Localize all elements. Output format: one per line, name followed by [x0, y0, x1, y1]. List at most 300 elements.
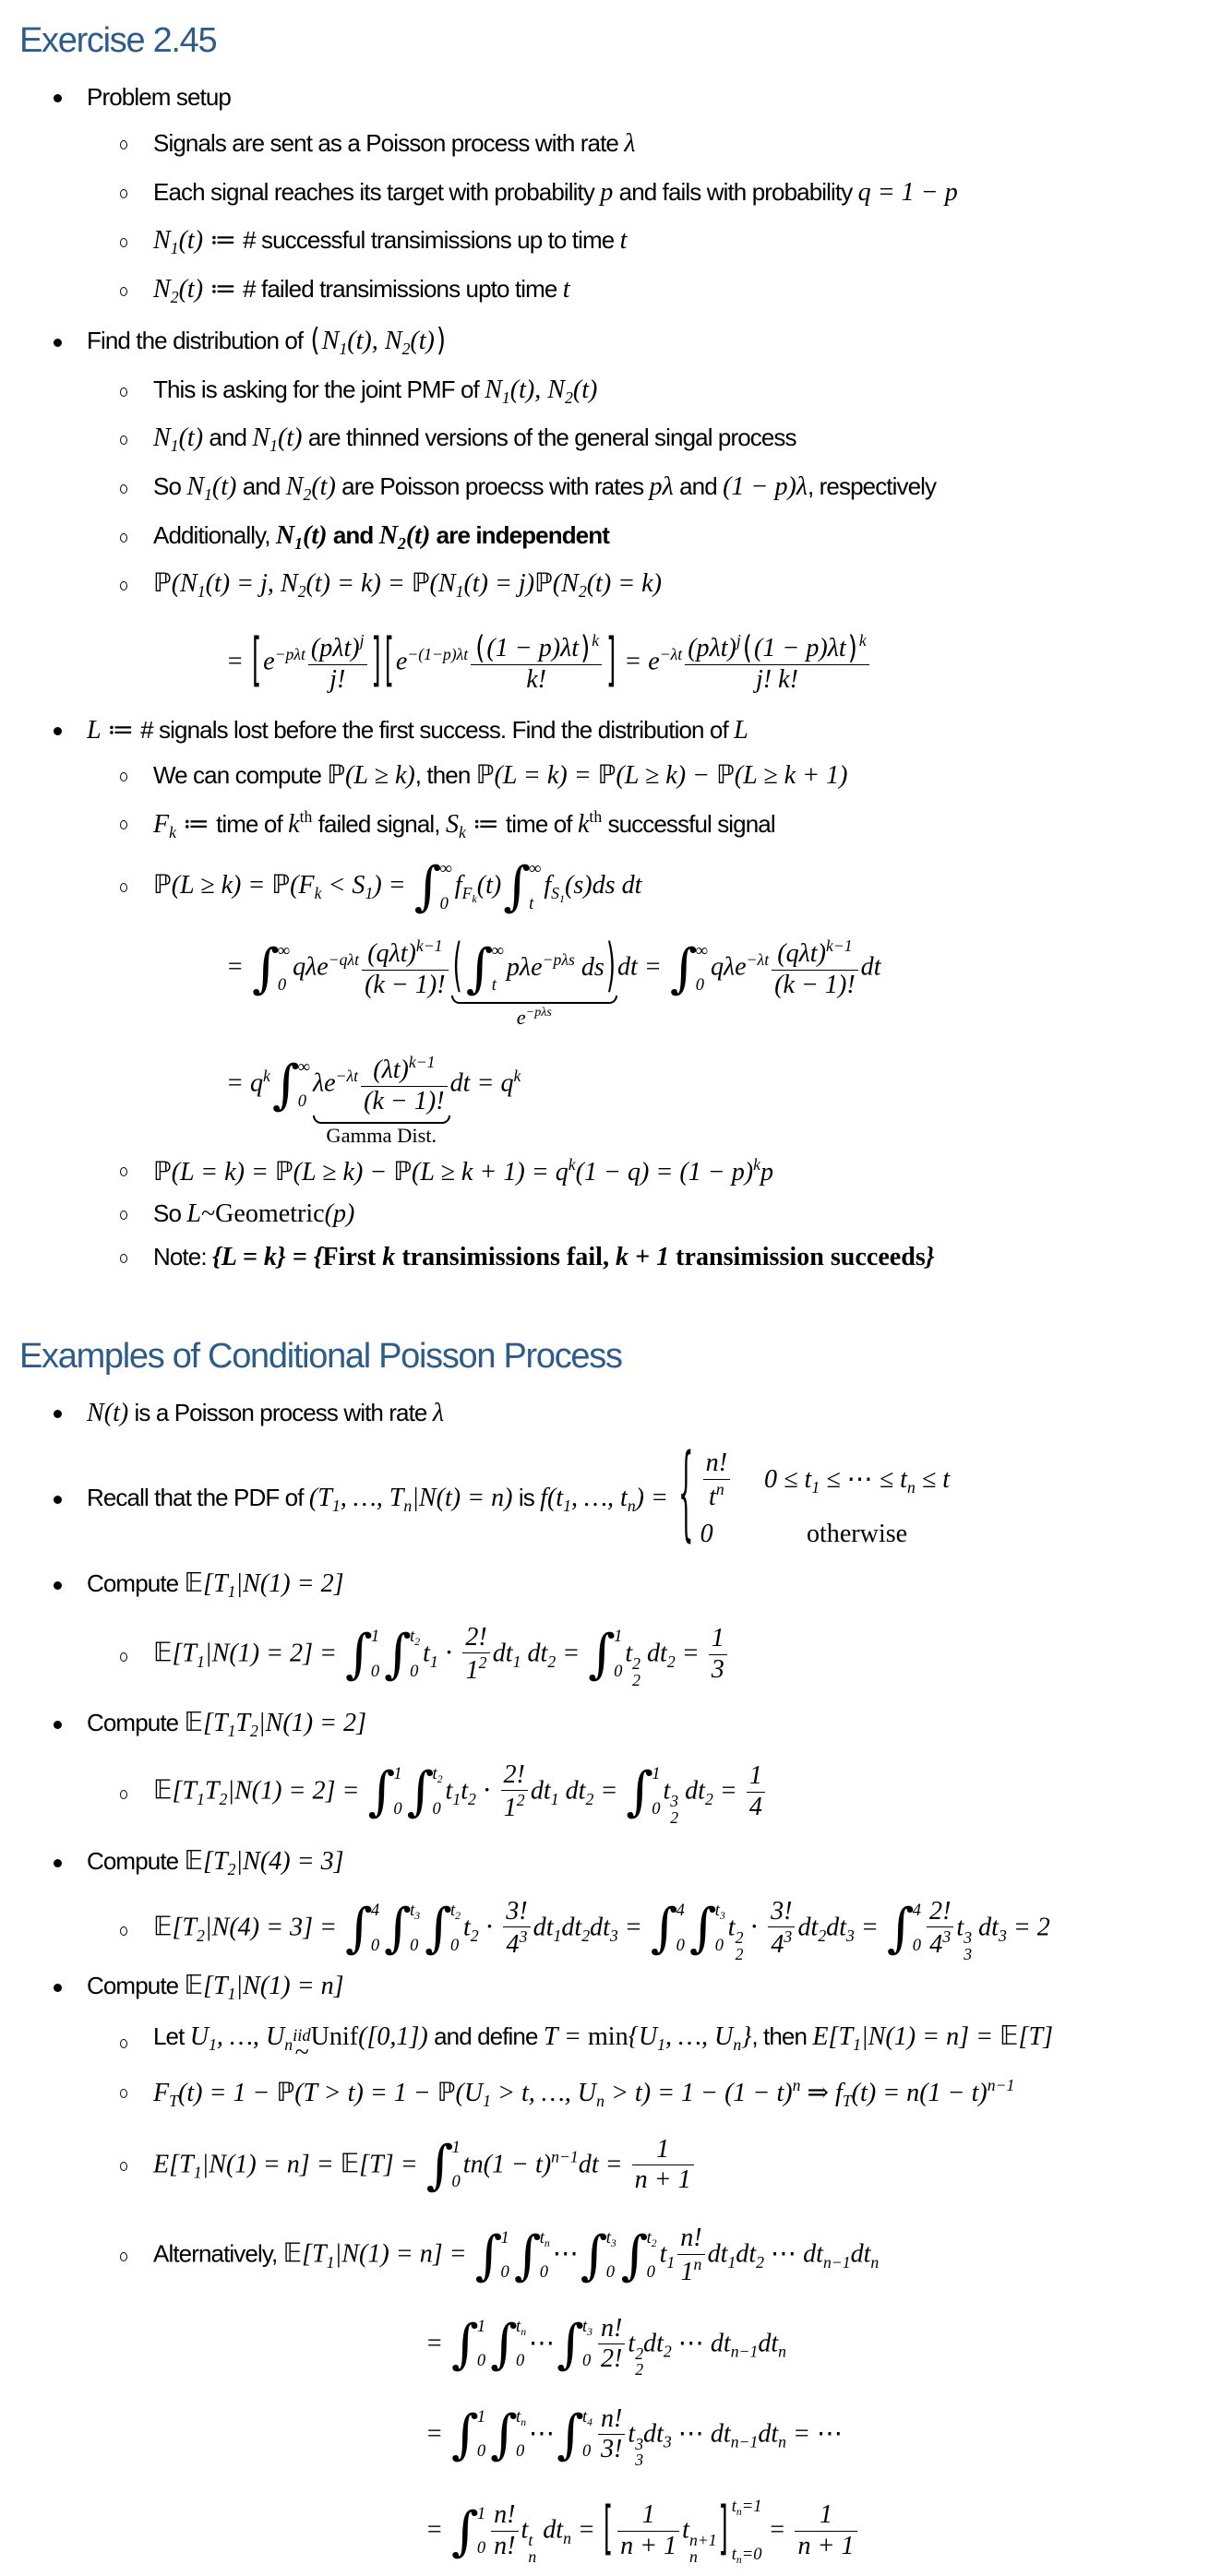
text-run: Recall that the PDF of	[87, 1483, 309, 1511]
upper-limit	[676, 1902, 685, 1920]
lower-limit	[477, 2353, 485, 2370]
math-text: (t) ≔	[178, 225, 244, 255]
math-text: 𝔼[T	[282, 2239, 327, 2269]
fraction	[598, 2405, 625, 2465]
math-text: 1	[748, 1760, 762, 1790]
subscript	[657, 2035, 665, 2054]
sub-bullet-item	[153, 521, 609, 554]
subscript	[197, 1926, 205, 1944]
text-run: Problem setup	[87, 83, 231, 111]
math-text: t	[423, 1639, 430, 1668]
math-text: n−1	[730, 2341, 759, 2360]
sub-bullet-icon	[120, 2252, 127, 2261]
superscript	[520, 1927, 528, 1946]
sub-bullet-icon	[120, 238, 127, 247]
math-text: 0	[676, 1935, 685, 1955]
math-text: 0	[476, 2441, 486, 2462]
denominator	[927, 1926, 953, 1960]
integral-sign-icon: ∫	[406, 1761, 434, 1823]
math-text: (t)	[303, 520, 328, 550]
math-text: ) =	[635, 1483, 675, 1512]
numerator	[598, 2405, 625, 2435]
fraction	[491, 2501, 518, 2561]
sub-bullet-item	[153, 129, 635, 159]
text-run: time of	[505, 809, 578, 838]
math-text: t	[529, 893, 534, 913]
integral	[688, 1898, 725, 1960]
lower-limit	[540, 2264, 550, 2282]
math-text: 2	[756, 2252, 764, 2272]
integral-limits	[440, 859, 452, 914]
subscript	[823, 2253, 851, 2272]
subscript	[332, 1497, 341, 1515]
math-text: t	[521, 2515, 529, 2545]
integral-limits	[477, 2407, 485, 2463]
math-text: ⋯	[529, 2418, 556, 2448]
math-text: 1	[339, 339, 348, 358]
delimiter: )	[847, 630, 857, 667]
sup-sub-stack	[528, 2533, 536, 2565]
lower-limit	[501, 2264, 509, 2282]
math-text: 0	[714, 1935, 724, 1955]
math-text: −qλt	[328, 949, 360, 969]
math-text: dt	[561, 1913, 582, 1942]
math-text: 1	[393, 1764, 402, 1784]
math-text: (p)	[324, 1199, 355, 1228]
math-text: f	[454, 870, 462, 900]
math-text: = ⋯	[786, 2418, 844, 2448]
math-text: t	[516, 2406, 521, 2427]
math-text: (t) ≔	[178, 274, 244, 304]
superscript	[300, 807, 313, 826]
subscript	[870, 2253, 879, 2272]
math-text: n!	[601, 2403, 623, 2433]
upper-limit	[646, 2227, 657, 2249]
integral-sign-icon: ∫	[345, 1898, 372, 1960]
subscript	[194, 2163, 202, 2181]
denominator	[308, 664, 367, 695]
text-run: , then	[751, 2021, 813, 2050]
upper-limit	[652, 1766, 660, 1783]
bullet-icon	[54, 1496, 62, 1504]
subscript	[596, 2092, 604, 2110]
numerator	[685, 630, 869, 667]
integral-sign-icon: ∫	[557, 2313, 584, 2375]
math-text: N	[485, 375, 502, 404]
math-text: 4	[370, 1901, 380, 1921]
math-text: λe	[312, 1068, 336, 1098]
superscript	[589, 807, 602, 826]
math-text: t	[956, 1913, 964, 1942]
sub-bullet-icon	[120, 820, 127, 829]
math-text: ⋯	[552, 2239, 579, 2269]
math-text: 1	[666, 2252, 676, 2272]
math-text: 3	[609, 1926, 618, 1945]
math-text: (t) = j)ℙ(N	[463, 568, 579, 598]
math-text: (t), N	[347, 326, 402, 355]
text-run: are Poisson proecss with rates	[335, 471, 650, 500]
math-text: 1	[170, 435, 179, 455]
math-text: |N(1) = n]	[235, 1971, 344, 2000]
math-text: 0	[582, 2441, 592, 2462]
integral-limits	[582, 2407, 593, 2463]
math-text: dt	[678, 1776, 705, 1806]
math-text: (1 − p)λt	[486, 633, 580, 662]
equation-continuation	[226, 627, 872, 695]
lower-limit	[393, 1798, 402, 1819]
sub-bullet-item	[153, 761, 848, 791]
numerator	[365, 937, 445, 970]
superscript	[407, 645, 468, 663]
delimiter: ]	[371, 627, 381, 695]
integral	[474, 2224, 509, 2286]
text-run: So	[153, 1199, 187, 1227]
math-text: (qλt)	[777, 938, 826, 968]
integral-sign-icon: ∫	[384, 1898, 412, 1960]
upper-limit	[732, 2497, 762, 2519]
delimiter: (	[475, 630, 485, 667]
math-text: 1	[501, 388, 510, 407]
sub-bullet-icon	[120, 1254, 127, 1263]
text-run: Compute	[87, 1846, 185, 1875]
integral-sign-icon: ∫	[271, 1054, 299, 1115]
math-text: n−1	[987, 2075, 1015, 2094]
math-text: (t), N	[509, 375, 566, 404]
math-text: t	[562, 274, 570, 304]
integral	[425, 2134, 461, 2196]
subscript	[611, 2237, 616, 2249]
superscript	[409, 1053, 436, 1071]
lower-limit	[298, 1093, 310, 1111]
superscript	[275, 645, 305, 663]
subscript	[197, 1789, 205, 1807]
integral-limits	[529, 859, 541, 914]
math-text: 1	[227, 1984, 236, 2003]
sub-bullet-item	[153, 2076, 1014, 2110]
math-text: 3!	[601, 2435, 623, 2464]
sup-sub-stack	[964, 1930, 972, 1962]
math-text: (t)	[278, 423, 303, 452]
upper-limit	[410, 1628, 420, 1648]
sub-bullet-icon	[120, 533, 127, 543]
superscript	[942, 1927, 951, 1946]
superscript	[336, 1067, 359, 1085]
numerator	[503, 1898, 530, 1927]
math-text: 2!	[503, 1759, 525, 1789]
math-text: 1	[197, 581, 206, 601]
math-text: =	[617, 1913, 649, 1942]
sub-bullet-icon	[120, 484, 127, 494]
math-text: ⋯ dt	[671, 2328, 731, 2357]
math-text: n	[906, 1477, 916, 1497]
sub-bullet-icon	[120, 1652, 127, 1662]
subscript	[528, 2549, 536, 2566]
subscript	[563, 2529, 571, 2547]
math-text: 1	[465, 1656, 479, 1686]
subscript	[483, 2092, 491, 2110]
math-text: 1	[269, 435, 278, 455]
lower-limit	[582, 2353, 593, 2370]
text-run: and	[236, 471, 286, 500]
integral	[345, 1898, 380, 1960]
integral-limits	[614, 1627, 622, 1682]
math-text: n−1	[730, 2431, 759, 2451]
lower-limit	[516, 2443, 526, 2461]
integral	[669, 937, 708, 999]
math-text: 0	[700, 1519, 713, 1548]
integral	[465, 937, 504, 999]
subscript	[461, 884, 477, 906]
superscript	[592, 631, 599, 650]
superscript	[479, 1653, 487, 1672]
sub-bullet-icon	[120, 1790, 127, 1799]
text-run: We can compute	[153, 761, 328, 789]
subscript	[843, 2092, 852, 2110]
sub-bullet-item	[153, 1243, 935, 1272]
sub-bullet-item	[153, 1155, 773, 1187]
integral	[384, 1624, 421, 1686]
math-text: t	[582, 2316, 588, 2336]
integral-limits	[501, 2228, 509, 2284]
math-text: T	[235, 1708, 251, 1737]
text-run: # signals lost before the first success. Find the distribution of	[140, 716, 735, 744]
subscript	[587, 2326, 593, 2338]
math-text: dt	[758, 2418, 779, 2448]
superscript	[416, 936, 443, 955]
upper-limit	[393, 1766, 401, 1783]
subscript	[667, 1652, 676, 1670]
math-text: =	[593, 1776, 625, 1806]
bullet-icon	[54, 1859, 62, 1867]
lower-limit	[582, 2443, 593, 2461]
math-text: 0	[277, 975, 287, 996]
equation-continuation	[425, 2315, 786, 2379]
math-text: 1	[550, 1789, 559, 1808]
math-text: k	[382, 1243, 396, 1271]
math-text: n	[544, 2236, 550, 2249]
text-run: Alternatively,	[153, 2239, 283, 2268]
math-text: λ	[624, 129, 636, 158]
text-run: and	[203, 423, 253, 451]
integral	[886, 1898, 922, 1960]
denominator	[747, 1792, 765, 1822]
math-text: e	[395, 647, 408, 676]
math-roman: Unif	[310, 2021, 359, 2051]
math-text: ∞	[695, 940, 708, 960]
math-text: (pλt)	[310, 633, 360, 662]
math-text: 2	[250, 1721, 258, 1740]
math-text: 1	[819, 2500, 833, 2530]
math-text: 0	[646, 2262, 655, 2283]
math-text: ) =	[373, 870, 413, 900]
math-text: |N(t) = n)	[412, 1483, 513, 1512]
upper-limit	[516, 2316, 527, 2338]
math-text: =0	[741, 2545, 762, 2564]
math-text: t	[410, 1627, 415, 1647]
math-text: n!	[494, 2500, 516, 2530]
math-text: 1	[614, 1627, 623, 1647]
subscript	[327, 2253, 335, 2272]
lower-limit	[492, 977, 504, 995]
math-text: 2	[818, 1926, 827, 1945]
text-run: and define	[427, 2021, 544, 2050]
math-text: 4	[771, 1930, 784, 1960]
integral-limits	[371, 1901, 379, 1956]
case-cell	[764, 1465, 950, 1497]
math-text: 𝔼[T	[184, 1846, 228, 1876]
text-run: # successful transimissions up to time	[243, 225, 620, 254]
math-text: 3	[635, 2434, 644, 2453]
subscript	[999, 1926, 1007, 1944]
math-text: t	[646, 2227, 652, 2248]
numerator	[462, 1624, 489, 1653]
evaluation-limits	[732, 2497, 762, 2567]
math-text: 0	[516, 2441, 525, 2462]
subscript	[628, 1497, 636, 1515]
relation	[294, 2038, 309, 2068]
sub-bullet-item	[153, 2136, 697, 2196]
math-text: 1	[197, 1652, 205, 1671]
text-run: and	[327, 520, 379, 549]
sub-bullet-item	[153, 275, 570, 307]
math-text: 𝔼[T	[153, 1639, 198, 1668]
text-run: Find the distribution of	[87, 326, 309, 354]
math-text: 0	[582, 2351, 592, 2371]
math-text: 1	[483, 2091, 491, 2110]
math-text: n	[778, 2341, 786, 2360]
math-text: ≔	[176, 809, 217, 839]
text-run: Let	[153, 2021, 190, 2050]
upper-limit	[715, 1902, 725, 1922]
upper-limit	[491, 940, 504, 960]
fraction	[617, 2501, 679, 2561]
math-text: t	[516, 2316, 521, 2336]
math-text: 4	[929, 1930, 943, 1960]
math-text: ⋯ dt	[763, 2239, 823, 2269]
subscript	[818, 1926, 826, 1944]
subscript	[964, 1944, 973, 1963]
math-text: 2	[705, 1789, 713, 1808]
math-text: n + 1	[620, 2532, 677, 2561]
math-text: 3	[519, 1927, 528, 1947]
lower-limit	[647, 2264, 657, 2282]
math-text: = 2	[1006, 1913, 1050, 1942]
math-text: dt	[826, 1913, 847, 1942]
math-text: qλe	[710, 952, 747, 982]
math-text: < S	[321, 870, 365, 900]
math-text: 2	[632, 1670, 640, 1689]
math-text: p	[600, 178, 614, 207]
math-text: k	[568, 1154, 576, 1174]
math-roman: th	[589, 806, 603, 826]
integral-limits	[715, 1901, 725, 1956]
math-text: (t) = j, N	[205, 568, 298, 598]
math-text: N	[186, 471, 205, 501]
math-text: 3	[663, 2431, 672, 2451]
subscript	[365, 884, 373, 902]
bullet-icon	[54, 94, 62, 102]
math-text: =	[425, 2328, 449, 2357]
bullet-item	[87, 1569, 344, 1602]
math-text: 1	[559, 892, 566, 906]
lower-limit	[452, 2174, 461, 2191]
integral-sign-icon: ∫	[490, 2313, 518, 2375]
bullet-item	[87, 1972, 344, 2004]
math-roman: First	[322, 1243, 383, 1271]
integral-limits	[477, 2317, 485, 2372]
math-text: ℙ(N	[153, 568, 198, 598]
equation-continuation	[425, 2497, 860, 2567]
subscript	[579, 582, 587, 601]
math-text: 3	[998, 1926, 1007, 1945]
math-text: 0	[605, 2262, 615, 2283]
bullet-item	[87, 1709, 366, 1741]
math-text: 𝔼[T	[153, 1913, 198, 1942]
math-text: n	[688, 2547, 698, 2567]
math-text: 2	[632, 1654, 640, 1674]
math-text: 1	[680, 2257, 694, 2286]
upper-limit	[451, 2137, 461, 2157]
math-text: T	[204, 1776, 220, 1806]
integral	[425, 1898, 461, 1960]
math-text: N	[252, 423, 270, 452]
math-text: ⇒ f	[800, 2078, 843, 2107]
fraction	[677, 2224, 704, 2287]
math-text: E[T	[153, 2149, 194, 2178]
superscript	[526, 1004, 552, 1019]
numerator	[747, 1762, 765, 1792]
math-text: T =	[543, 2021, 588, 2051]
math-text: 3	[719, 1910, 725, 1923]
math-text: 2	[516, 1791, 525, 1810]
integral-limits	[393, 1764, 401, 1819]
math-text: =	[226, 952, 250, 982]
math-text: dt =	[617, 952, 668, 982]
integral	[450, 2403, 486, 2465]
case-cell	[764, 1520, 950, 1549]
superscript	[694, 2255, 702, 2273]
math-text: dt	[558, 1776, 586, 1806]
math-text: 0	[370, 1661, 380, 1681]
numerator	[501, 1761, 528, 1791]
upper-limit	[539, 2227, 550, 2249]
math-text: 𝔼[T	[184, 1971, 228, 2000]
numerator	[768, 1898, 795, 1927]
denominator	[709, 1654, 727, 1685]
upper-limit	[476, 2503, 486, 2523]
integral	[580, 2224, 616, 2286]
text-run: and fails with probability	[613, 178, 858, 206]
math-roman: th	[299, 806, 313, 826]
subscript	[169, 2092, 178, 2110]
subscript	[303, 485, 311, 504]
numerator	[471, 630, 602, 667]
sub-bullet-icon	[120, 2089, 127, 2098]
integral	[490, 2403, 527, 2465]
text-run: So	[153, 471, 187, 500]
math-text: 3	[942, 1927, 952, 1947]
math-text: , …, T	[340, 1483, 404, 1512]
integral-limits	[371, 1627, 379, 1682]
lower-limit	[714, 1935, 725, 1955]
math-text: 1	[227, 1721, 236, 1740]
math-text: n!	[705, 1449, 728, 1477]
math-text: 1	[476, 2503, 486, 2523]
math-text: k−1	[408, 1053, 436, 1071]
sub-bullet-item	[153, 569, 662, 602]
math-text: n	[715, 1479, 724, 1498]
lower-limit	[410, 1661, 420, 1681]
